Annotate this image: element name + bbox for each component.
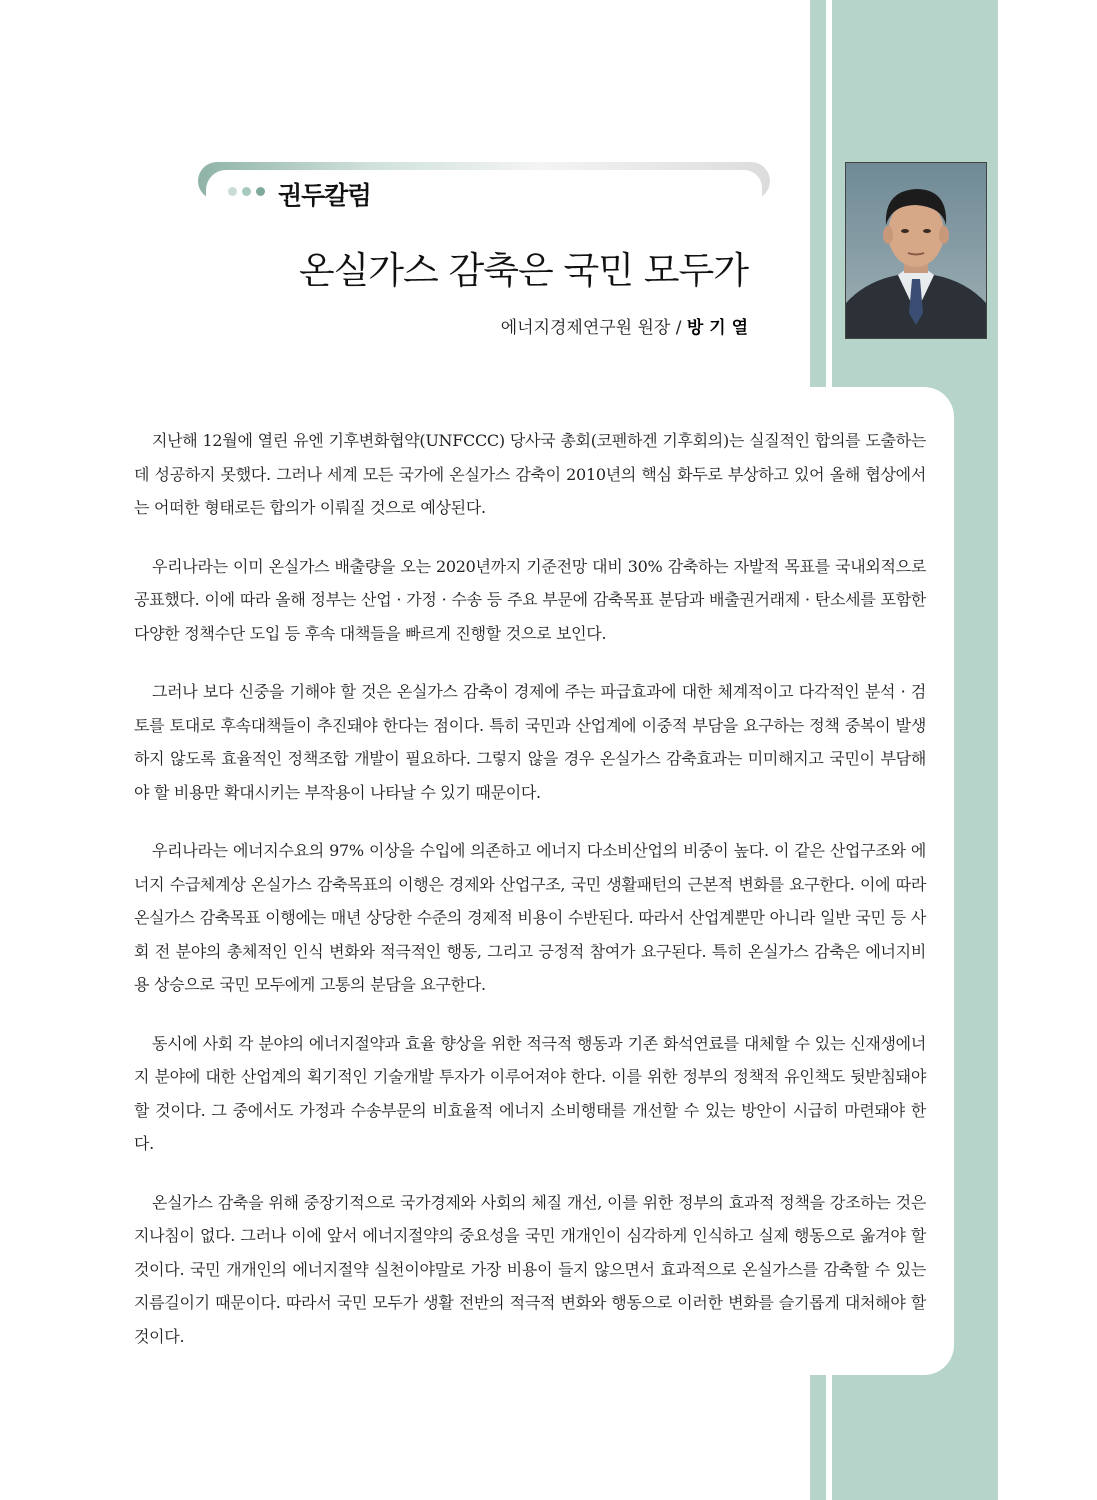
- paragraph: 그러나 보다 신중을 기해야 할 것은 온실가스 감축이 경제에 주는 파급효과에 대한 체계적이고 다각적인 분석 · 검토를 토대로 후속대책들이 추진돼야 한다는 점이다. 특히 국민과 산업계에 이중적 부담을 요구하는 정책 중복이 발생하지 않도록 효율적인 정책조합 개발이 필요하다. 그렇지 않을 경우 온실가스 감축효과는 미미해지고 국민이 부담해야 할 비용만 확대시키는 부작용이 나타날 수 있기 때문이다.: [134, 682, 926, 802]
- author-affiliation: 에너지경제연구원 원장 /: [500, 318, 687, 338]
- author-line: [300, 313, 748, 338]
- article-title: 온실가스 감축은 국민 모두가: [298, 249, 748, 292]
- paragraph: 우리나라는 이미 온실가스 배출량을 오는 2020년까지 기준전망 대비 30% 감축하는 자발적 목표를 국내외적으로 공표했다. 이에 따라 올해 정부는 산업 · 가정 · 수송 등 주요 부문에 감축목표 분담과 배출권거래제 · 탄소세를 포함한 다양한 정책수단 도입 등 후속 대책들을 빠르게 진행할 것으로 보인다.: [134, 556, 927, 643]
- header-dots-icon: [228, 187, 265, 196]
- author-name: 방 기 열: [686, 318, 748, 338]
- paragraph: 온실가스 감축을 위해 중장기적으로 국가경제와 사회의 체질 개선, 이를 위한 정부의 효과적 정책을 강조하는 것은 지나침이 없다. 그러나 이에 앞서 에너지절약의 중요성을 국민 개개인이 심각하게 인식하고 실제 행동으로 옮겨야 할 것이다. 국민 개개인의 에너지절약 실천이야말로 가장 비용이 들지 않으면서 효과적으로 온실가스를 감축할 수 있는 지름길이기 때문이다. 따라서 국민 모두가 생활 전반의 적극적 변화와 행동으로 이러한 변화를 슬기롭게 대처해야 할 것이다.: [134, 1192, 926, 1346]
- column-label: 권두칼럼: [278, 181, 371, 210]
- author-photo-icon: [846, 163, 986, 338]
- paragraph: 동시에 사회 각 분야의 에너지절약과 효율 향상을 위한 적극적 행동과 기존 화석연료를 대체할 수 있는 신재생에너지 분야에 대한 산업계의 획기적인 기술개발 투자가 이루어져야 한다. 이를 위한 정부의 정책적 유인책도 뒷받침돼야 할 것이다. 그 중에서도 가정과 수송부문의 비효율적 에너지 소비행태를 개선할 수 있는 방안이 시급히 마련돼야 한다.: [134, 1033, 926, 1153]
- article-body: [134, 424, 926, 1378]
- author-photo: [845, 162, 987, 339]
- paragraph: 지난해 12월에 열린 유엔 기후변화협약(UNFCCC) 당사국 총회(코펜하겐 기후회의)는 실질적인 합의를 도출하는 데 성공하지 못했다. 그러나 세계 모든 국가에 온실가스 감축이 2010년의 핵심 화두로 부상하고 있어 올해 협상에서는 어떠한 형태로든 합의가 이뤄질 것으로 예상된다.: [134, 431, 926, 517]
- paragraph: 우리나라는 에너지수요의 97% 이상을 수입에 의존하고 에너지 다소비산업의 비중이 높다. 이 같은 산업구조와 에너지 수급체계상 온실가스 감축목표의 이행은 경제와 산업구조, 국민 생활패턴의 근본적 변화를 요구한다. 이에 따라 온실가스 감축목표 이행에는 매년 상당한 수준의 경제적 비용이 수반된다. 따라서 산업계뿐만 아니라 일반 국민 등 사회 전 분야의 총체적인 인식 변화와 적극적인 행동, 그리고 긍정적 참여가 요구된다. 특히 온실가스 감축은 에너지비용 상승으로 국민 모두에게 고통의 분담을 요구한다.: [134, 841, 926, 994]
